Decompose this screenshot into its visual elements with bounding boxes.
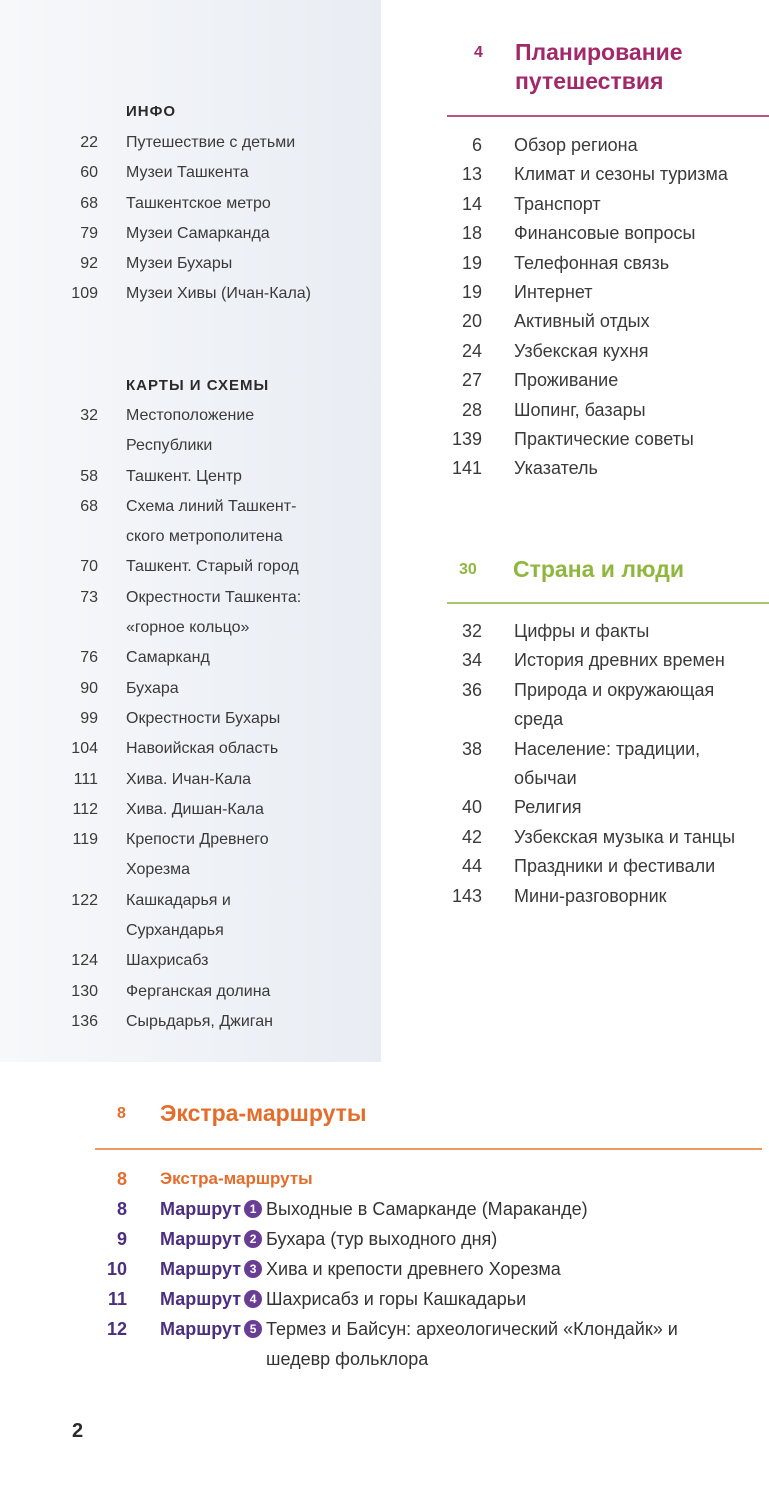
page-number: 111 [73,770,98,788]
item-title: Население: традиции, обычаи [514,738,701,789]
page-number: 8 [116,1169,127,1189]
list-item[interactable] [0,646,754,675]
country-list [0,617,754,911]
item-title: Ташкент. Старый город [126,558,299,576]
item-title: Природа и окружающая среда [514,679,715,730]
page-number: 12 [106,1319,127,1339]
list-item[interactable] [0,249,754,278]
item-title: Праздники и фестивали [514,856,716,877]
page-number: 143 [451,885,482,906]
route-number-badge: 2 [244,1230,262,1248]
planning-section-title[interactable] [515,38,683,96]
list-item[interactable] [0,852,754,881]
list-item[interactable] [0,1254,736,1284]
page-number: 19 [461,252,482,273]
page-number: 44 [461,856,482,877]
list-item[interactable] [0,396,754,425]
item-title: Окрестности Ташкента: «горное кольцо» [126,588,302,637]
page-number: 24 [461,340,482,361]
item-title: Шопинг, базары [514,399,646,420]
list-item[interactable] [0,219,754,248]
list-item[interactable] [0,160,754,189]
page-number: 60 [80,164,98,182]
page-number: 10 [106,1259,127,1279]
list-item[interactable] [0,977,326,1007]
route-label: Маршрут [160,1259,242,1279]
planning-title-line2: путешествия [515,68,664,94]
page-number: 139 [451,429,482,450]
page-number: 124 [71,952,98,970]
list-item[interactable] [0,676,754,735]
page-number: 18 [461,223,482,244]
page-number: 73 [80,588,98,606]
list-item[interactable] [0,366,754,395]
page-number: 19 [461,282,482,303]
page-number: 68 [80,194,98,212]
page-number: 32 [80,407,98,424]
item-title: Узбекская музыка и танцы [514,826,736,847]
item-title: Местоположение Республики [126,407,255,455]
page-number: 76 [80,649,98,667]
item-title: Практические советы [514,429,694,450]
item-title: Путешествие с детьми [126,134,296,151]
page-number: 122 [71,891,98,909]
list-item[interactable] [0,337,754,366]
list-item[interactable] [0,617,754,646]
item-title: Сырьдарья, Джиган [126,1012,274,1030]
planning-divider [447,115,769,117]
route-label: Маршрут [160,1319,242,1339]
route-label: Маршрут [160,1289,242,1309]
page-number: 36 [461,679,482,700]
page-number: 11 [107,1289,127,1309]
page-number: 112 [72,800,98,818]
page-number: 92 [80,255,98,273]
item-title: Кашкадарья и Сурхандарья [126,891,231,940]
item-title: Навоийская область [126,740,279,758]
item-title: Проживание [514,370,619,391]
item-title: Выходные в Самарканде (Мараканде) [266,1199,588,1219]
item-title: Шахрисабз [126,952,209,970]
item-title: Окрестности Бухары [126,709,281,727]
item-title: Бухара (тур выходного дня) [266,1229,498,1249]
page-number: 32 [461,621,482,641]
page-number: 8 [116,1199,127,1219]
routes-list [0,1164,736,1374]
item-title: Обзор региона [514,135,638,155]
page-number: 70 [80,558,98,576]
list-item[interactable] [0,454,754,483]
page-number: 79 [80,224,98,242]
item-title: Климат и сезоны туризма [514,164,728,185]
page-number: 27 [461,370,482,391]
list-item[interactable] [0,552,326,582]
item-title: Ферганская долина [126,982,271,1000]
route-number-badge: 3 [244,1260,262,1278]
list-item[interactable] [0,492,326,553]
route-label: Маршрут [160,1199,242,1219]
page-number: 99 [80,709,98,727]
page-number: 28 [461,399,482,420]
item-title: Финансовые вопросы [514,223,696,244]
item-title: Телефонная связь [514,252,670,273]
item-title: Транспорт [514,193,601,214]
page-number: 141 [451,458,482,479]
item-title: Интернет [514,282,593,303]
item-title: Цифры и факты [514,621,650,641]
list-item[interactable] [0,190,754,219]
page-number: 109 [71,285,98,303]
list-item[interactable] [0,793,754,822]
list-item[interactable] [0,425,754,454]
item-title: Активный отдых [514,311,650,332]
page-number: 14 [461,193,482,214]
item-title: Ташкент. Центр [126,467,242,485]
page-number: 68 [80,497,98,515]
page-number: 6 [471,135,482,155]
page-number: 119 [72,831,98,849]
planning-title-line1: Планирование [515,39,683,65]
page-number: 9 [116,1229,127,1249]
item-title: История древних времен [514,650,725,671]
list-item[interactable] [0,131,754,160]
item-title: Экстра-маршруты [160,1169,313,1188]
maps-section-title: КАРТЫ И СХЕМЫ [126,377,270,394]
list-item[interactable] [0,278,754,307]
route-number-badge: 1 [244,1200,262,1218]
item-title: Термез и Байсун: археологический «Клондайк» и шедевр фольклора [266,1319,678,1369]
page-number: 34 [461,650,482,671]
extra-section-page: 8 [117,1105,126,1122]
page-number: 42 [461,826,482,847]
item-title: Религия [514,797,582,818]
page-number: 90 [80,679,98,697]
item-title: Музеи Ташкента [126,164,249,182]
page-number: 104 [71,740,98,758]
item-title: Ташкентское метро [126,194,271,212]
country-divider [447,602,769,604]
list-item[interactable] [0,946,326,976]
extra-section-title[interactable]: Экстра-маршруты [160,1100,367,1126]
country-section-title[interactable]: Страна и люди [513,556,685,582]
page-number: 40 [461,797,482,818]
item-title: Крепости Древнего Хорезма [126,831,269,879]
route-number-badge: 5 [244,1320,262,1338]
list-item[interactable] [0,1224,736,1254]
item-title: Узбекская кухня [514,340,649,361]
list-item[interactable] [0,1164,736,1194]
list-item[interactable] [0,1314,736,1374]
info-section-title: ИНФО [126,103,177,120]
item-title: Бухара [126,679,179,697]
item-title: Самарканд [126,649,210,667]
item-title: Музеи Бухары [126,255,233,273]
planning-list [0,131,754,484]
item-title: Хива. Дишан-Кала [126,800,264,818]
route-label: Маршрут [160,1229,242,1249]
list-item[interactable] [0,307,754,336]
country-section-page: 30 [459,561,477,578]
page-number-footer: 2 [72,1420,84,1442]
list-item[interactable] [0,823,754,852]
page-number: 130 [71,982,98,1000]
planning-section-page: 4 [474,44,483,61]
item-title: Мини-разговорник [514,885,667,906]
extra-divider [95,1148,762,1150]
page-number: 20 [461,311,482,332]
page-number: 136 [71,1012,98,1030]
list-item[interactable] [0,735,754,794]
list-item[interactable] [0,1007,326,1037]
item-title: Музеи Самарканда [126,224,270,242]
list-item[interactable] [0,882,754,911]
page-number: 58 [80,467,98,485]
page-number: 38 [461,738,482,759]
item-title: Схема линий Ташкент-ского метрополитена [126,497,297,546]
list-item[interactable] [0,1284,736,1314]
item-title: Указатель [514,458,598,479]
item-title: Хива и крепости древнего Хорезма [266,1259,561,1279]
route-number-badge: 4 [244,1290,262,1308]
item-title: Хива. Ичан-Кала [126,770,252,788]
page-number: 13 [461,164,482,185]
list-item[interactable] [0,1194,736,1224]
item-title: Шахрисабз и горы Кашкадарьи [266,1289,527,1309]
page-number: 22 [80,134,98,151]
item-title: Музеи Хивы (Ичан-Кала) [126,285,312,303]
